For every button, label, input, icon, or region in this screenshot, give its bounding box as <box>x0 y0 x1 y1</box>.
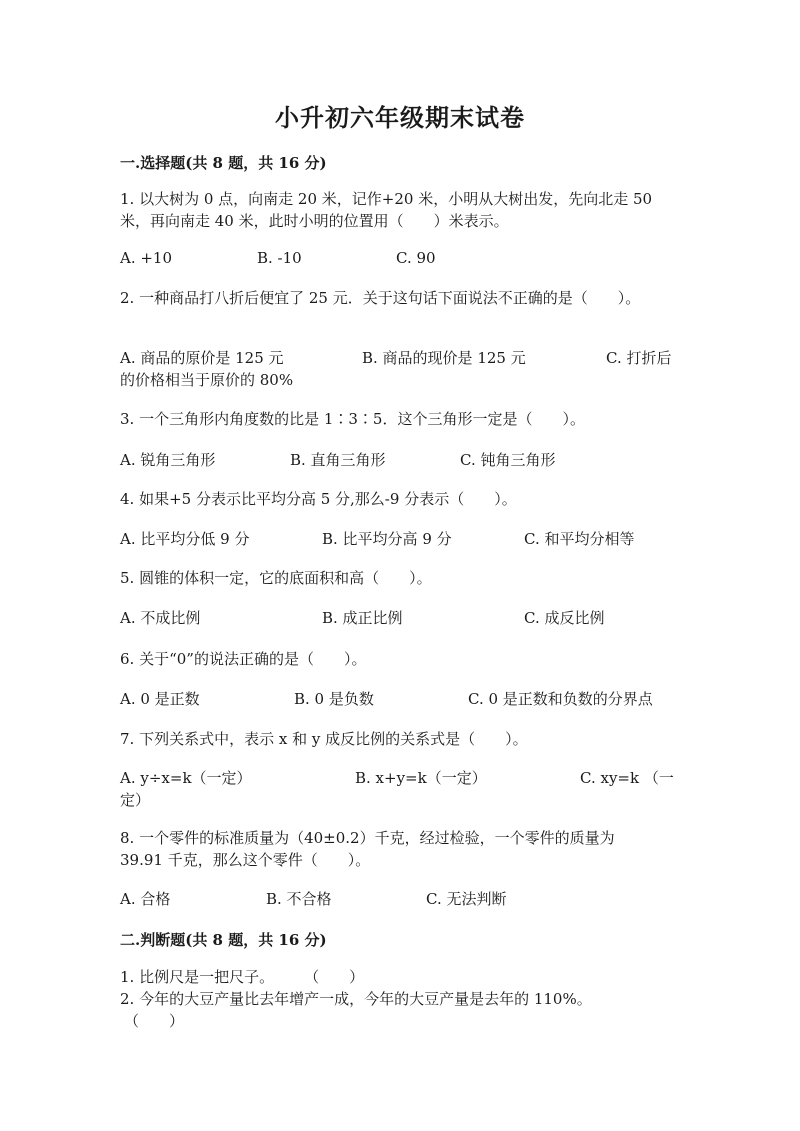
question-4-option-a: A. 比平均分低 9 分 <box>120 530 250 548</box>
question-1-option-c: C. 90 <box>396 249 436 267</box>
question-7-stem: 7. 下列关系式中，表示 x 和 y 成反比例的关系式是（ ）。 <box>120 730 528 748</box>
question-3-option-a: A. 锐角三角形 <box>120 451 216 469</box>
question-2-option-c: C. 打折后 <box>606 349 672 367</box>
question-6-option-b: B. 0 是负数 <box>294 690 374 708</box>
question-8-option-a: A. 合格 <box>120 890 171 908</box>
question-3-option-b: B. 直角三角形 <box>290 451 386 469</box>
question-1-option-b: B. -10 <box>257 249 302 267</box>
exam-title: 小升初六年级期末试卷 <box>275 103 525 132</box>
question-5-option-c: C. 成反比例 <box>524 609 605 627</box>
question-4-stem: 4. 如果+5 分表示比平均分高 5 分,那么-9 分表示（ ）。 <box>120 490 517 508</box>
question-3-option-c: C. 钝角三角形 <box>460 451 556 469</box>
question-6-option-c: C. 0 是正数和负数的分界点 <box>468 690 653 708</box>
question-2-option-a: A. 商品的原价是 125 元 <box>120 349 284 367</box>
question-8-option-c: C. 无法判断 <box>426 890 507 908</box>
question-1 <box>120 188 680 232</box>
true-false-item-2-bracket: （ ） <box>124 1012 185 1030</box>
question-7-option-b: B. x+y=k（一定） <box>355 769 487 787</box>
true-false-item-2: 2. 今年的大豆产量比去年增产一成，今年的大豆产量是去年的 110%。 <box>120 990 592 1008</box>
question-8-stem-line-2: 39.91 千克，那么这个零件（ ）。 <box>120 851 371 869</box>
question-1-stem-line-2: 米，再向南走 40 米，此时小明的位置用（ ）米表示。 <box>120 212 509 230</box>
question-8 <box>120 827 680 871</box>
section-heading-multiple-choice: 一.选择题(共 8 题，共 16 分) <box>120 154 327 172</box>
question-7-option-a: A. y÷x=k（一定） <box>120 769 252 787</box>
question-2-stem: 2. 一种商品打八折后便宜了 25 元．关于这句话下面说法不正确的是（ ）。 <box>120 289 641 307</box>
section-heading-true-false: 二.判断题(共 8 题，共 16 分) <box>120 931 327 949</box>
question-6-stem: 6. 关于“0”的说法正确的是（ ）。 <box>120 650 367 668</box>
question-4-option-c: C. 和平均分相等 <box>524 530 635 548</box>
question-8-stem-line-1: 8. 一个零件的标准质量为（40±0.2）千克，经过检验，一个零件的质量为 <box>120 829 615 847</box>
question-2-option-c-continued: 的价格相当于原价的 80% <box>120 371 294 389</box>
question-6-option-a: A. 0 是正数 <box>120 690 200 708</box>
question-2-option-b: B. 商品的现价是 125 元 <box>362 349 526 367</box>
question-7-option-c-continued: 定） <box>120 791 151 809</box>
question-1-stem-line-1: 1. 以大树为 0 点，向南走 20 米，记作+20 米，小明从大树出发，先向北走 50 <box>120 190 653 208</box>
question-5-option-a: A. 不成比例 <box>120 609 201 627</box>
question-5-stem: 5. 圆锥的体积一定，它的底面积和高（ ）。 <box>120 569 432 587</box>
question-3-stem: 3. 一个三角形内角度数的比是 1∶3∶5．这个三角形一定是（ ）。 <box>120 410 585 428</box>
question-4-option-b: B. 比平均分高 9 分 <box>322 530 452 548</box>
question-7-option-c: C. xy=k （一 <box>580 769 674 787</box>
question-1-option-a: A. +10 <box>120 249 173 267</box>
question-5-option-b: B. 成正比例 <box>322 609 403 627</box>
true-false-item-1: 1. 比例尺是一把尺子。 （ ） <box>120 968 365 986</box>
question-8-option-b: B. 不合格 <box>266 890 332 908</box>
